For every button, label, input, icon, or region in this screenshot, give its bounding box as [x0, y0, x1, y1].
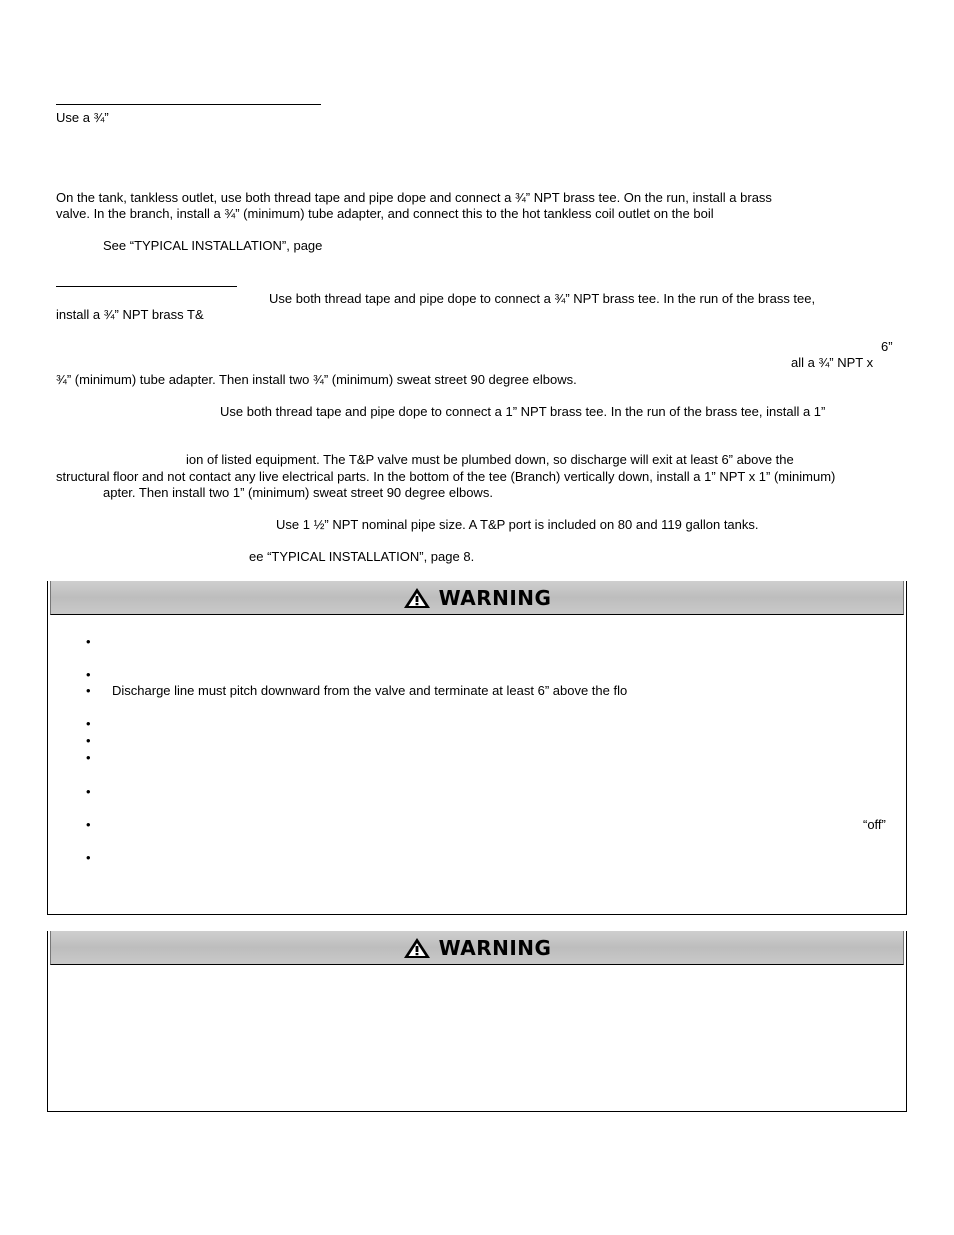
warning-box-2 — [47, 931, 907, 1112]
text-line: ee “TYPICAL INSTALLATION”, page 8. — [249, 549, 475, 564]
text-line: apter. Then install two 1” (minimum) sweat street 90 degree elbows. — [103, 485, 493, 500]
text-line: ion of listed equipment. The T&P valve must be plumbed down, so discharge will exit at least 6” above the — [186, 452, 794, 467]
bullet: • — [86, 817, 91, 832]
warning-banner — [50, 931, 904, 965]
bullet: • — [86, 750, 91, 765]
warning-label: WARNING — [438, 585, 552, 610]
discharge-text: Discharge line must pitch downward from the valve and terminate at least 6” above the flo — [112, 683, 628, 698]
section-underline-1 — [56, 104, 321, 105]
warning-box-1 — [47, 581, 907, 915]
warning-triangle-icon — [403, 937, 431, 959]
bullet: • — [86, 733, 91, 748]
text-line: Use both thread tape and pipe dope to connect a ¾” NPT brass tee. In the run of the brass tee, — [269, 291, 816, 306]
text-line: ¾” (minimum) tube adapter. Then install two ¾” (minimum) sweat street 90 degree elbows. — [56, 372, 577, 387]
text-line: install a ¾” NPT brass T& — [56, 307, 204, 322]
bullet: • — [86, 784, 91, 799]
bullet: • — [86, 667, 91, 682]
bullet: • — [86, 850, 91, 865]
warning-label: WARNING — [438, 935, 552, 960]
bullet: • — [86, 716, 91, 731]
warning-banner — [50, 581, 904, 615]
off-text: “off” — [863, 817, 886, 832]
text-line: all a ¾” NPT x — [791, 355, 874, 370]
warning-triangle-icon — [403, 587, 431, 609]
text-line: valve. In the branch, install a ¾” (minimum) tube adapter, and connect this to the hot tankless coil outlet on the boil — [56, 206, 714, 221]
text-line: 6” — [881, 339, 893, 354]
section-underline-2 — [56, 286, 237, 287]
text-line: Use a ¾” — [56, 110, 109, 125]
bullet: • — [86, 634, 91, 649]
text-line: See “TYPICAL INSTALLATION”, page — [103, 238, 323, 253]
text-line: structural floor and not contact any live electrical parts. In the bottom of the tee (Branch) vertically down, install a 1” NPT x 1” (minimum) — [56, 469, 836, 484]
text-line: On the tank, tankless outlet, use both thread tape and pipe dope and connect a ¾” NPT brass tee. On the run, install a brass — [56, 190, 772, 205]
text-line: Use 1 ½” NPT nominal pipe size. A T&P port is included on 80 and 119 gallon tanks. — [276, 517, 759, 532]
bullet: • — [86, 683, 91, 698]
text-line: Use both thread tape and pipe dope to connect a 1” NPT brass tee. In the run of the brass tee, install a 1” — [220, 404, 826, 419]
